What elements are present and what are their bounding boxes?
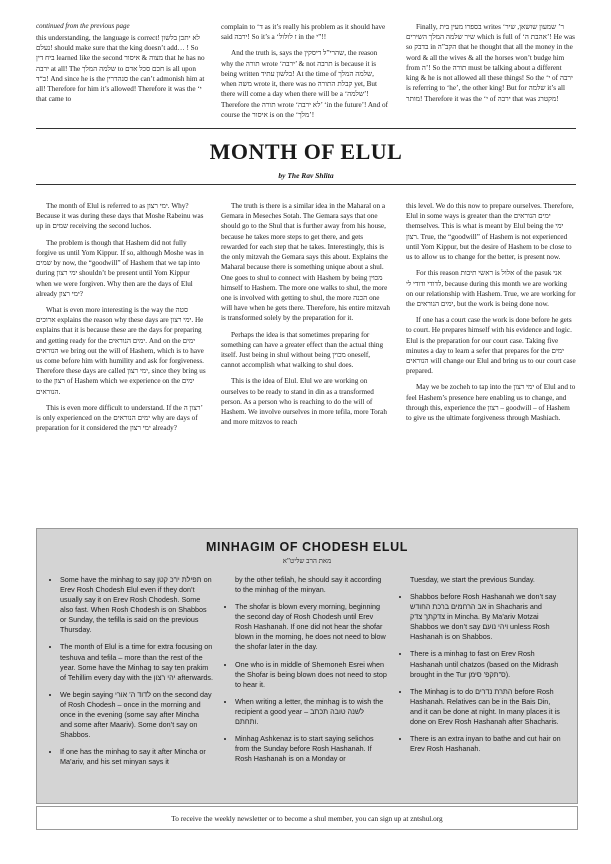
list-item: • If one has the minhag to say it after Mincha or Ma’ariv, and his set minyan says it	[60, 747, 213, 767]
continued-section	[36, 22, 576, 126]
paragraph: this understanding, the language is correct! לא יתכן בלשון נעלם! should make sure that the king doesn’t add… ! So ביח דין learned like the second מצוה & איסור that he has no ירבה at all! The שלמה המלך to חכם סכל אדם is all upon ב“ד! And since he is the סנהדרין the can’t admonish him at all! Therefore for him it’s allowed! Therefore it was the ‘י that came to	[36, 33, 205, 104]
article-column-3	[406, 201, 576, 440]
continued-column-2	[221, 22, 391, 126]
footer-signup-note	[36, 806, 578, 830]
paragraph: this level. We do this now to prepare ourselves. Therefore, Elul in some ways is greater than the ימים הנוראים themselves. This is what is meant by Elul being the ימי רצון. True, the “goodwill” of Hashem is not experienced until Yom Kippur, but the desire of Hashem to be close to us to allow us to change for the better, is present now.	[406, 201, 574, 262]
paragraph: Perhaps the idea is that sometimes preparing for something can have a greater effect than the actual thing itself. Just being in shul without being מכוין oneself, cannot accomplish what walking to shul does.	[221, 330, 384, 370]
section-divider	[36, 184, 576, 185]
continued-label: continued from the previous page	[36, 22, 130, 30]
list-item-continued: Tuesday, we start the previous Sunday.	[410, 575, 535, 584]
paragraph: The month of Elul is referred to as ימי רצון. Why? Because it was during these days that Moshe Rabeinu was up in שמים receiving the second luchos.	[36, 201, 204, 231]
paragraph: May we be zocheh to tap into the ימי רצון of Elul and to feel Hashem’s presence here enabling us to change, and through this, experience the רצון – goodwill – of Hashem to give us the ultimate forgiveness through Mashiach.	[406, 383, 576, 423]
minhagim-columns	[37, 565, 577, 774]
article-header	[36, 129, 576, 184]
article-byline: by The Rav Shlita	[278, 170, 334, 180]
paragraph: Finally, בספרו מעין בית writes ‘ר’ שמעון שושאן, שיר שיר שלמה המלך השירים which is full of ‘אהבת ה’! He was so בדבק in הקב”ה that he thought that all the money in the word & all the wives & all the horses won’t budge him from ה’! So the תורה must be talking about a different king & he is not allowed all these things! So the ‘י of ירבה is referring to ‘he’, the other king! But for שלמה it’s all מותר! Therefore it was the ‘י of ירבה that was מקטרג!	[406, 23, 575, 103]
minhagim-column-3	[401, 575, 563, 774]
paragraph: The truth is there is a similar idea in the Maharal on a Gemara in Meseches Sotah. The Gemara says that one should go to the Shul that is further away from his house, because he takes more steps to get there, and gets rewarded for each step that he takes. Interestingly, this is the only mitzvah the Gemara says this about. Explains the Maharal because there is something unique about a shul. One goes to shul to connect with Hashem by being מכוין himself to Hashem. The more one walks to shul, the more one is involved with getting to shul, the more הכנה one will have when he gets there. Therefore, his entire mitzvah is transformed solely by the preparation for it.	[221, 201, 390, 323]
minhagim-box	[36, 528, 578, 804]
list-item: • Some have the minhag to say תפילת יו”כ קטן on Erev Rosh Chodesh Elul even if they don’t usually say it on Erev Rosh Chodesh. Some also fast. When Rosh Chodesh is on Shabbos or Sunday, the tefilla is said on the previous Thursday.	[60, 575, 213, 635]
list-item: • Shabbos before Rosh Hashanah we don’t say אב הרחמים ברכת החודש in Shacharis and צדקתך צדק in Mincha. By Ma’ariv Motzai Shabbos we don’t say ויהי נועם unless Rosh Hashanah is on Shabbos.	[410, 592, 563, 642]
list-item: • We begin saying לדוד ה’ אורי on the second day of Rosh Chodesh – once in the morning and once in the evening (some say after Mincha and some after Maariv). Some don’t say on Shabbos.	[60, 690, 213, 740]
minhagim-column-1	[51, 575, 213, 774]
article-column-2	[221, 201, 391, 440]
paragraph: This is even more difficult to understand. If the רצון ה’ is only experienced on the ימים הנוראים why are days of preparation for it considered the ימי רצון already?	[36, 403, 203, 433]
paragraph: This is the idea of Elul. Elul we are working on ourselves to be ready to stand in din as a transformed person. As a person who is reaching to do the will of Hashem. We involve ourselves in more tefila, more Torah and more mitzvos to reach	[221, 377, 387, 427]
paragraph: If one has a court case the work is done before he gets to court. He prepares himself with his evidence and logic. Elul is the preparation for our court case. Taking five minutes a day to learn a sefer that prepares for the ימים הנוראים will change our Elul and bring us to our court case prepared.	[406, 316, 576, 376]
list-item: • The shofar is blown every morning, beginning the second day of Rosh Chodesh until Erev Rosh Hashanah. If one did not hear the shofar blown in the morning, he does not need to blow the shofar later in the day.	[235, 602, 388, 652]
footer-text: To receive the weekly newsletter or to become a shul member, you can sign up at zntshul.org	[171, 813, 443, 823]
list-item: • There is an extra inyan to bathe and cut hair on Erev Rosh Hashanah.	[410, 734, 563, 754]
list-item: • The Minhag is to do התרת נדרים before Rosh Hashanah. Relatives can be in the Bais Din, and it can be done at night. In many places it is done on Erev Rosh Hashanah after Shacharis.	[410, 687, 563, 727]
paragraph: The problem is though that Hashem did not fully forgive us until Yom Kippur. If so, although Moshe was in שמים by now, the “goodwill” of Hashem that we tap into during ימי רצון shouldn’t be present until Yom Kippur when we were forgiven. Why then are the days of Elul already ימי רצון?	[36, 238, 204, 298]
minhagim-list	[401, 592, 563, 754]
article-column-1	[36, 201, 206, 440]
minhagim-title: MINHAGIM OF CHODESH ELUL	[206, 540, 408, 554]
list-item: • The month of Elul is a time for extra focusing on teshuva and tefila – more than the rest of the year. Some have the Minhag to say ten prakim of Tehillim every day with the יהי רצון afterwards.	[60, 642, 213, 682]
minhagim-subtitle: מאת הרב שליט”א	[282, 557, 332, 565]
list-item: • One who is in middle of Shemoneh Esrei when the Shofar is being blown does not need to stop to hear it.	[235, 660, 388, 690]
minhagim-list	[51, 575, 213, 767]
paragraph: What is even more interesting is the way the סטה ארוכים explains the reason why these days are ימי רצון. He explains that it is because these are the days for preparing and getting ready for the ימים הנוראים. And on the ימים הנוראים we bring out the will of Hashem, which is to have us come before him with humility and ask for forgiveness. Therefore these days are called ימי רצון, since they bring us to the רצון of Hashem which we experience on the ימים הנוראים.	[36, 305, 206, 396]
continued-column-1	[36, 22, 206, 126]
list-item: • When writing a letter, the minhag is to wish the recipient a good year – לשנה טובה תכתב ותחתם.	[235, 697, 388, 727]
paragraph: complain to ‘ד as it’s really his problem as it should have said ירבה! So it’s a ‘ז לולול in the י”!!	[221, 23, 386, 42]
article-title: MONTH OF ELUL	[209, 138, 403, 164]
minhagim-list	[226, 602, 388, 764]
minhagim-header	[37, 529, 577, 565]
list-item: • There is a minhag to fast on Erev Rosh Hashanah until chatzos (based on the Midrash brought in the Tur ס”תקפ’ סימן).	[410, 649, 563, 679]
minhagim-column-2	[226, 575, 388, 774]
page	[36, 22, 576, 440]
article-body	[36, 201, 576, 440]
list-item: • Minhag Ashkenaz is to start saying selichos from the Sunday before Rosh Hashanah. If Rosh Hashanah is on a Monday or	[235, 734, 388, 764]
paragraph: For this reason ראשי תיבות is אלול of the pasuk אני לדודי ודודי לי, because during this month we are working on our relationship with Hashem. True, we are working for the ימים הנוראים, but the work is being done now.	[406, 269, 576, 308]
list-item-continued: by the other tefilah, he should say it according to the minhag of the minyan.	[235, 575, 382, 595]
paragraph: And the truth is, says the שהרי”ל דיסקין, the reason why the תורה wrote ‘ירבה’ & not תרבה is because it is being written בלשון עתיד! At the time of שלמה המלך, when משה wrote it, there was no קבלת התורה yet, But there will come a day when there will be a ‘שלמה’! Therefore the תורה wrote ‘לא ירבה’ ‘in the future’! And of course the איסור is on the ‘מלך’!	[221, 49, 388, 119]
continued-column-3	[406, 22, 576, 126]
